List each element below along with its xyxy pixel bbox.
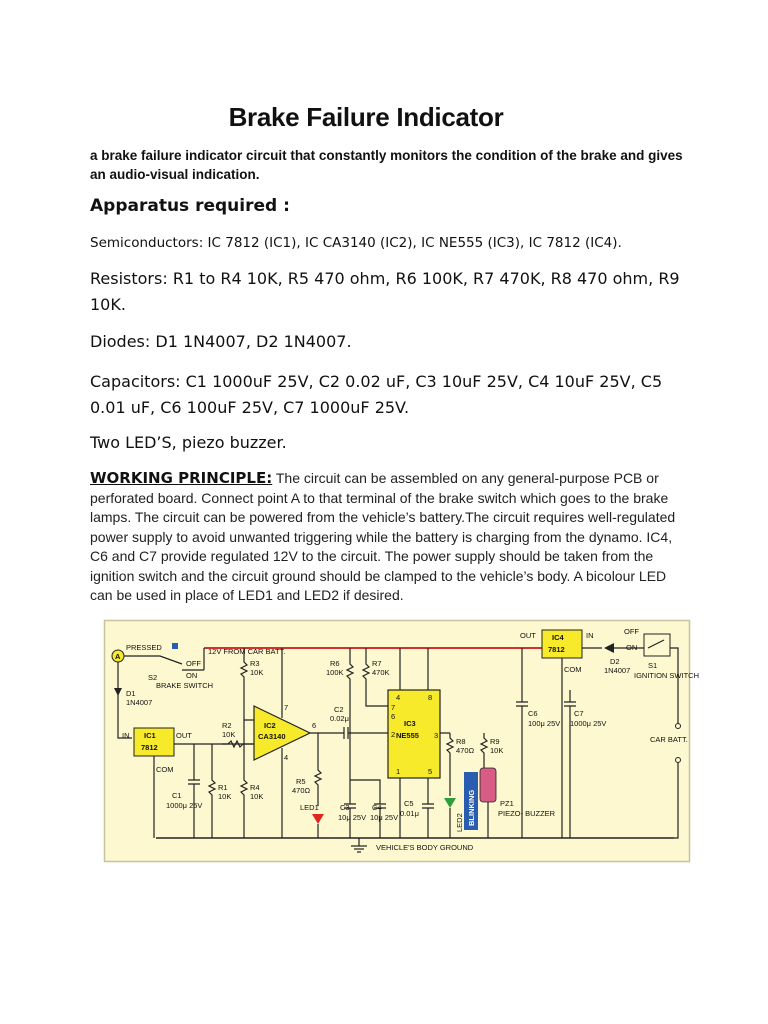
ic1-part: 7812 (141, 743, 158, 752)
r5-label: R5 (296, 777, 306, 786)
c4-label: C4 (372, 803, 382, 812)
leds-line: Two LED’S, piezo buzzer. (90, 433, 287, 452)
r2-label: R2 (222, 721, 232, 730)
battery-positive (676, 724, 681, 729)
pressed-label: PRESSED (126, 643, 162, 652)
c6-label: C6 (528, 709, 538, 718)
ic4-com: COM (564, 665, 582, 674)
ic1-in: IN (122, 731, 130, 740)
ic2-pin7: 7 (284, 703, 289, 712)
c1-value: 1000μ 25V (166, 801, 203, 810)
r6-value: 100K (326, 668, 344, 677)
r7-label: R7 (372, 659, 382, 668)
ic3-pin7: 7 (391, 703, 396, 712)
ic3-label: IC3 (404, 719, 416, 728)
r7-value: 470K (372, 668, 390, 677)
d1-value: 1N4007 (126, 698, 153, 707)
c7-label: C7 (574, 709, 584, 718)
ic4-in: IN (586, 631, 594, 640)
r1-value: 10K (218, 792, 232, 801)
pz1-label: PZ1 (500, 799, 514, 808)
c3-value: 10μ 25V (338, 813, 367, 822)
v12-label: 12V FROM CAR BATT. (208, 647, 286, 656)
ic2-label: IC2 (264, 721, 276, 730)
r4-label: R4 (250, 783, 260, 792)
resistors-line: Resistors: R1 to R4 10K, R5 470 ohm, R6 100K, R7 470K, R8 470 ohm, R9 10K. (90, 269, 680, 314)
ic1-label: IC1 (144, 731, 156, 740)
page-title: Brake Failure Indicator (228, 102, 504, 132)
r3-value: 10K (250, 668, 264, 677)
c6-value: 100μ 25V (528, 719, 561, 728)
c4-value: 10μ 25V (370, 813, 399, 822)
ignition-label: IGNITION SWITCH (634, 671, 699, 680)
r8-value: 470Ω (456, 746, 475, 755)
c2-label: C2 (334, 705, 344, 714)
r9-value: 10K (490, 746, 504, 755)
brake-switch-label: BRAKE SWITCH (156, 681, 214, 690)
d2-label: D2 (610, 657, 620, 666)
ic3-pin8: 8 (428, 693, 433, 702)
capacitors-line: Capacitors: C1 1000uF 25V, C2 0.02 uF, C3 10uF 25V, C4 10uF 25V, C5 0.01 uF, C6 100uF 25V, C7 1000uF 25V. (90, 372, 663, 417)
r8-label: R8 (456, 737, 466, 746)
working-principle-label: WORKING PRINCIPLE: (90, 469, 273, 487)
diodes-line: Diodes: D1 1N4007, D2 1N4007. (90, 332, 352, 351)
ic3-pin6: 6 (391, 712, 396, 721)
battery-negative (676, 758, 681, 763)
piezo-buzzer (480, 768, 496, 802)
circuit-diagram (104, 620, 699, 862)
r4-value: 10K (250, 792, 264, 801)
ic2-pin4: 4 (284, 753, 289, 762)
apparatus-heading: Apparatus required : (90, 196, 290, 216)
working-principle-text: The circuit can be assembled on any general-purpose PCB or perforated board. Connect point A to that terminal of the brake switch which goes to the brake lamps. The circuit can be powered from the vehicle’s battery.The circuit requires well-regulated power supply to avoid unwanted triggering while the battery is charging from the dynamo. IC4, C6 and C7 provide regulated 12V to the circuit. The power supply should be taken from the ignition switch and the circuit ground should be clamped to the vehicle’s body. A bicolour LED can be used in place of LED1 and LED2 if desired. (90, 470, 676, 603)
r3-label: R3 (250, 659, 260, 668)
ic3-part: NE555 (396, 731, 419, 740)
ground-label: VEHICLE'S BODY GROUND (376, 843, 474, 852)
r1-label: R1 (218, 783, 228, 792)
intro-paragraph: a brake failure indicator circuit that constantly monitors the condition of the brake and gives an audio-visual indication. (90, 148, 683, 182)
ic4-label: IC4 (552, 633, 564, 642)
s1-label: S1 (648, 661, 658, 670)
off-label-s1: OFF (624, 627, 639, 636)
c2-value: 0.02μ (330, 714, 349, 723)
brake-switch-plunger (172, 643, 178, 649)
r6-label: R6 (330, 659, 340, 668)
working-principle (90, 469, 690, 606)
c5-label: C5 (404, 799, 414, 808)
ic2-pin6: 6 (312, 721, 317, 730)
s2-label: S2 (148, 673, 158, 682)
on-label-s1: ON (626, 643, 638, 652)
r5-value: 470Ω (292, 786, 311, 795)
r2-value: 10K (222, 730, 236, 739)
c3-label: C3 (340, 803, 350, 812)
led2-label: LED2 (455, 813, 464, 832)
c5-value: 0.01μ (400, 809, 419, 818)
semiconductors-line: Semiconductors: IC 7812 (IC1), IC CA3140 (IC2), IC NE555 (IC3), IC 7812 (IC4). (90, 235, 622, 251)
blinking-label: BLINKING (467, 789, 476, 826)
led1-label: LED1 (300, 803, 319, 812)
d1-label: D1 (126, 689, 136, 698)
ic3-pin4: 4 (396, 693, 401, 702)
on-label-s2: ON (186, 671, 198, 680)
ic3-pin3: 3 (434, 731, 439, 740)
car-batt-label: CAR BATT. (650, 735, 688, 744)
point-a-label: A (115, 652, 121, 661)
ic3-pin5: 5 (428, 767, 433, 776)
ic1-com: COM (156, 765, 174, 774)
r9-label: R9 (490, 737, 500, 746)
ic2-part: CA3140 (258, 732, 286, 741)
s1-ignition-switch (644, 634, 670, 656)
c7-value: 1000μ 25V (570, 719, 607, 728)
piezo-label: PIEZO- BUZZER (498, 809, 556, 818)
ic3-pin1: 1 (396, 767, 401, 776)
ic1-out: OUT (176, 731, 192, 740)
c1-label: C1 (172, 791, 182, 800)
ic4-part: 7812 (548, 645, 565, 654)
d2-value: 1N4007 (604, 666, 631, 675)
ic3-pin2: 2 (391, 730, 396, 739)
off-label-s2: OFF (186, 659, 201, 668)
ic4-out: OUT (520, 631, 536, 640)
